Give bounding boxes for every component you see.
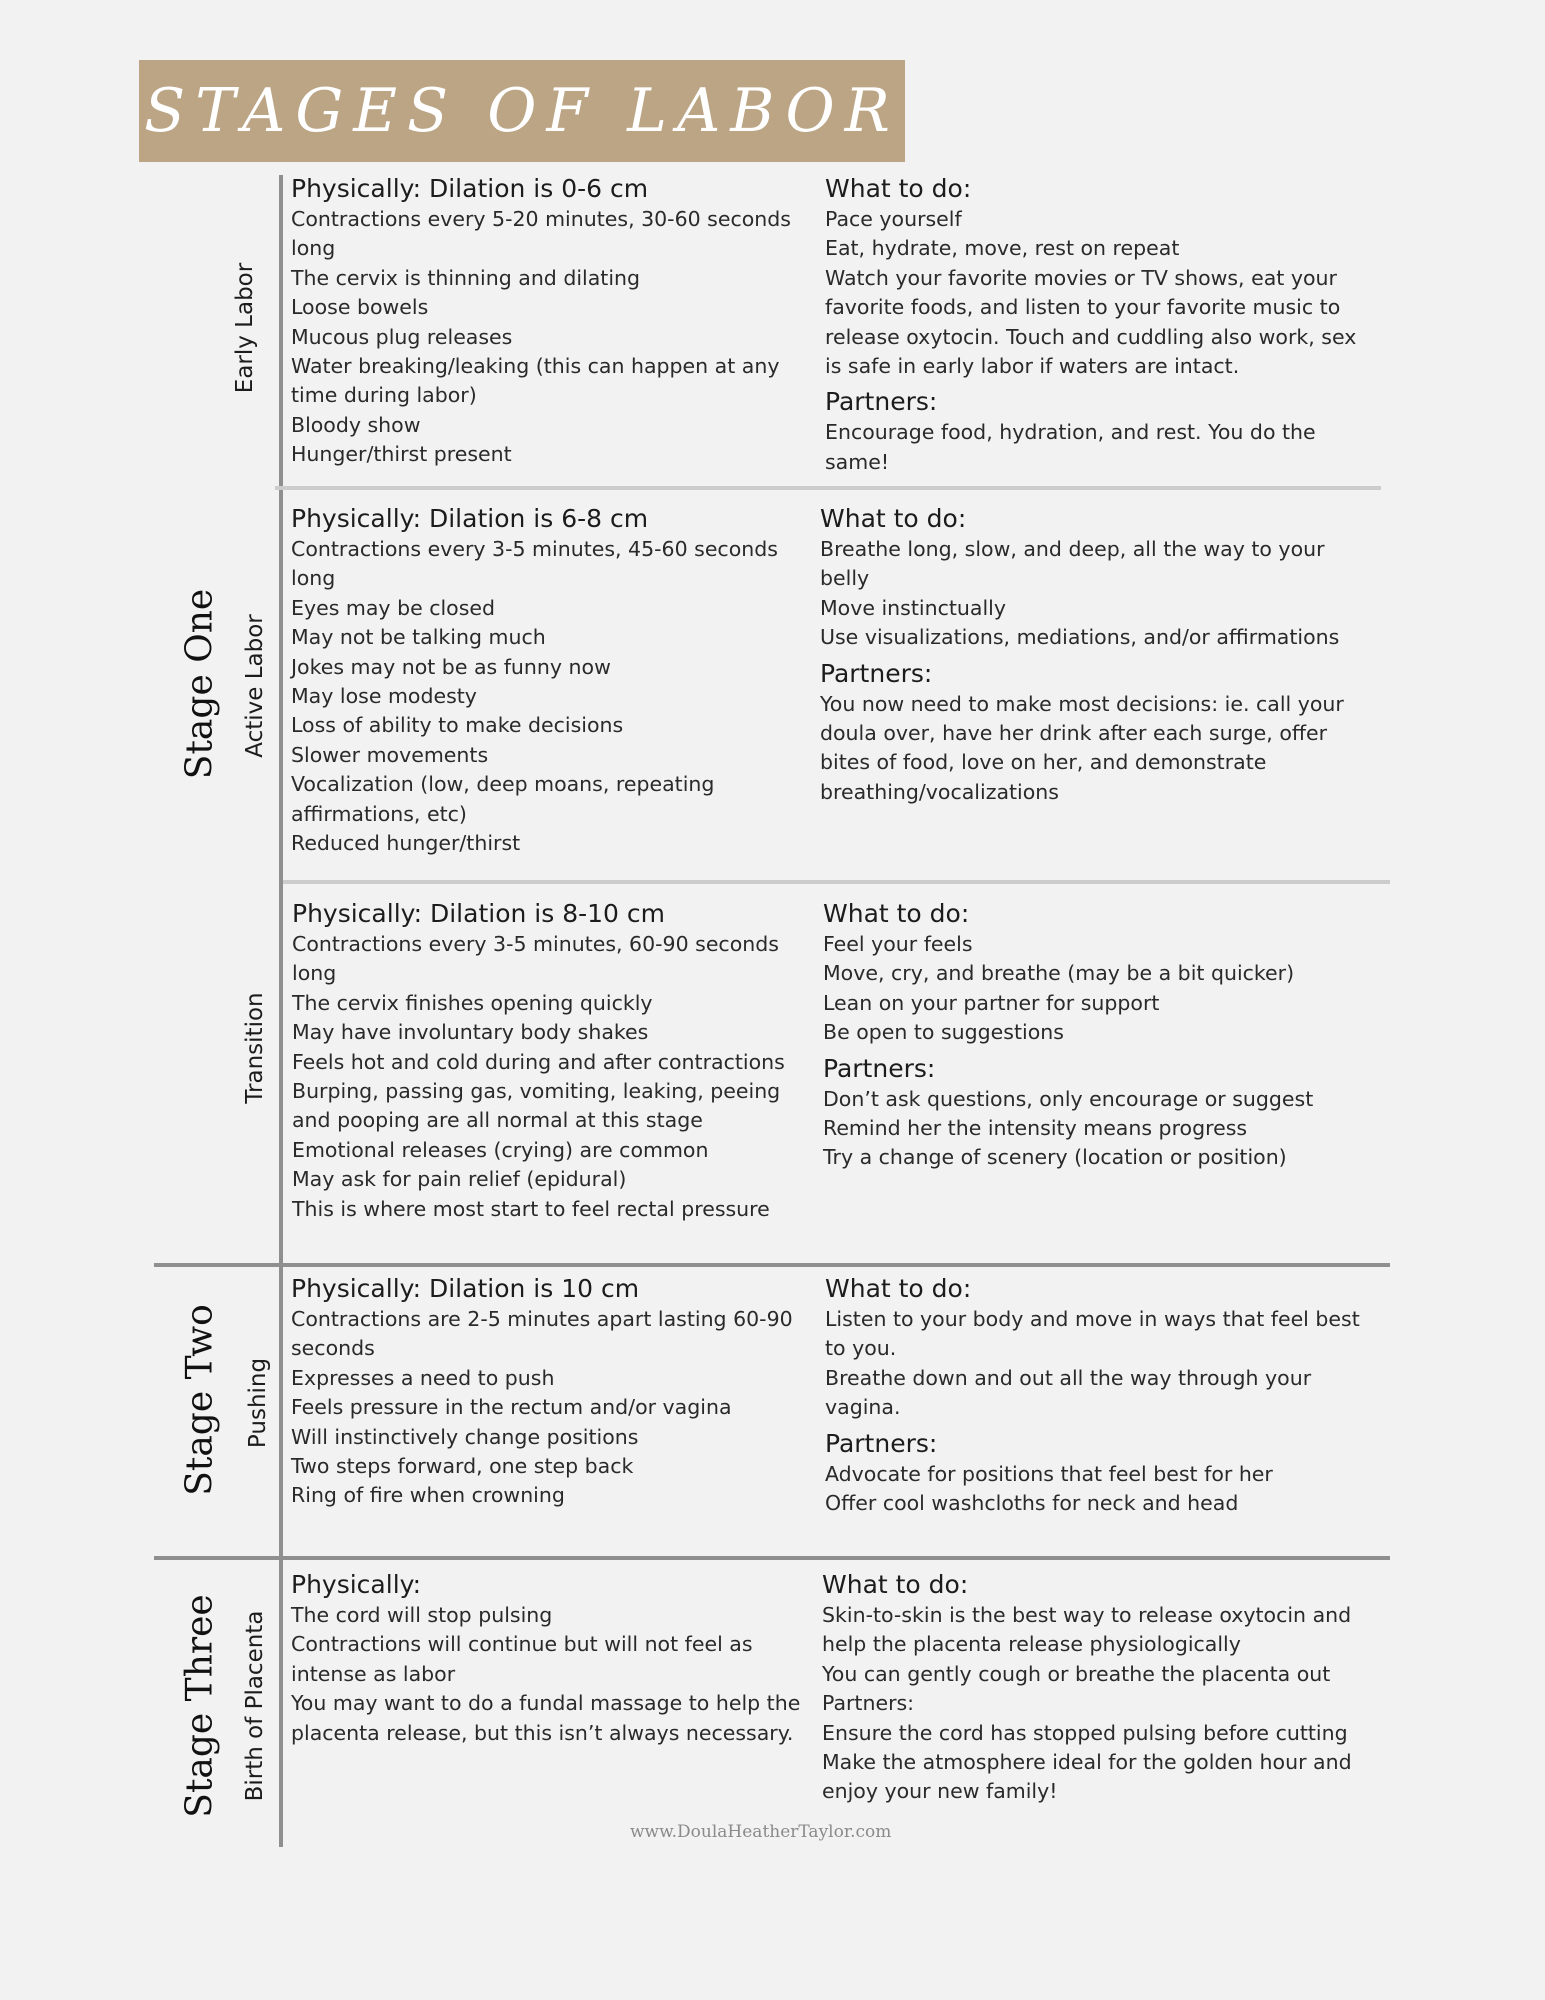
list-item: Advocate for positions that feel best for her [825,1461,1273,1486]
physically-heading: Physically: [291,1570,422,1599]
list-item: Eat, hydrate, move, rest on repeat [825,236,1180,261]
placenta-todo [822,1568,1397,1807]
active-labor-label: Active Labor [242,614,268,758]
transition-label: Transition [242,992,268,1104]
transition-todo [823,897,1393,1173]
list-item: Feels pressure in the rectum and/or vagina [291,1395,732,1420]
list-item: long [291,566,336,591]
transition-physically [292,897,812,1224]
list-item: The cervix finishes opening quickly [292,990,653,1015]
list-item: The cord will stop pulsing [291,1603,553,1627]
list-item: Remind her the intensity means progress [823,1116,1248,1141]
list-item: affirmations, etc) [291,801,467,826]
stage-two-label: Stage Two [179,1304,221,1496]
list-item: help the placenta release physiologically [822,1632,1241,1657]
list-item: Move instinctually [820,595,1006,620]
list-item: and pooping are all normal at this stage [292,1108,703,1133]
list-item: intense as labor [291,1661,456,1686]
todo-heading: What to do: [820,504,967,533]
list-item: Eyes may be closed [291,595,496,620]
list-item: You now need to make most decisions: ie. call your [820,691,1344,716]
list-item: Expresses a need to push [291,1365,555,1390]
stage-three-label: Stage Three [179,1594,221,1818]
list-item: Contractions every 3-5 minutes, 45-60 seconds [291,537,778,561]
list-item: You can gently cough or breathe the placenta out [822,1661,1331,1686]
list-item: Contractions every 3-5 minutes, 60-90 seconds [292,932,779,956]
early-labor-physically [291,172,811,470]
list-item: Emotional releases (crying) are common [292,1137,709,1162]
list-item: Pace yourself [825,207,962,231]
todo-heading: What to do: [825,174,972,203]
divider-stage-three [154,1556,1390,1560]
list-item: favorite foods, and listen to your favorite music to [825,295,1341,320]
physically-heading: Physically: Dilation is 10 cm [291,1274,640,1303]
list-item: The cervix is thinning and dilating [291,265,641,290]
list-item: May lose modesty [291,684,477,709]
list-item: Vocalization (low, deep moans, repeating [291,772,715,797]
list-item: doula over, have her drink after each surge, offer [820,721,1328,746]
physically-heading: Physically: Dilation is 0-6 cm [291,174,649,203]
vertical-divider-stage-one [279,175,283,1267]
pushing-physically [291,1272,811,1511]
list-item: Contractions will continue but will not feel as [291,1632,753,1657]
list-item: placenta release, but this isn’t always necessary. [291,1720,794,1745]
list-item: Hunger/thirst present [291,442,512,467]
divider-early-active [275,486,1381,490]
list-item: bites of food, love on her, and demonstrate [820,750,1267,775]
list-item: Encourage food, hydration, and rest. You do the [825,420,1316,445]
list-item: long [291,236,336,261]
list-item: Loss of ability to make decisions [291,713,624,738]
todo-heading: What to do: [825,1274,972,1303]
list-item: May not be talking much [291,625,546,650]
stage-one-label: Stage One [179,588,221,780]
list-item: Will instinctively change positions [291,1424,639,1449]
list-item: Use visualizations, mediations, and/or affirmations [820,625,1340,650]
list-item: Lean on your partner for support [823,990,1160,1015]
list-item: Watch your favorite movies or TV shows, eat your [825,265,1337,290]
physically-heading: Physically: Dilation is 6-8 cm [291,504,649,533]
list-item: May ask for pain relief (epidural) [292,1167,627,1192]
partners-heading: Partners: [825,1428,938,1458]
pushing-label: Pushing [245,1357,271,1449]
list-item: to you. [825,1336,897,1361]
list-item: Two steps forward, one step back [291,1454,634,1479]
page-title: STAGES OF LABOR [144,76,900,146]
list-item: seconds [291,1336,375,1361]
list-item: Contractions are 2-5 minutes apart lasting 60-90 [291,1307,793,1331]
list-item: Burping, passing gas, vomiting, leaking, peeing [292,1079,781,1104]
list-item: Slower movements [291,742,489,767]
list-item: long [292,961,337,986]
list-item: Feels hot and cold during and after contractions [292,1049,785,1074]
list-item: This is where most start to feel rectal pressure [292,1196,770,1221]
list-item: Jokes may not be as funny now [291,654,611,679]
list-item: vagina. [825,1395,901,1420]
list-item: is safe in early labor if waters are intact. [825,354,1240,379]
list-item: Contractions every 5-20 minutes, 30-60 seconds [291,207,791,231]
list-item: Try a change of scenery (location or position) [823,1145,1287,1170]
list-item: Mucous plug releases [291,324,513,349]
list-item: Breathe long, slow, and deep, all the way to your [820,537,1325,561]
list-item: Be open to suggestions [823,1020,1064,1045]
list-item: Don’t ask questions, only encourage or suggest [823,1086,1314,1111]
list-item: Breathe down and out all the way through your [825,1365,1312,1390]
list-item: You may want to do a fundal massage to help the [291,1691,801,1716]
list-item: Water breaking/leaking (this can happen at any [291,354,780,379]
physically-heading: Physically: Dilation is 8-10 cm [292,899,665,928]
divider-active-transition [283,880,1390,884]
list-item: Ring of fire when crowning [291,1483,565,1508]
active-labor-todo [820,502,1395,807]
early-labor-label: Early Labor [232,262,258,394]
list-item: May have involuntary body shakes [292,1020,649,1045]
footer-website: www.DoulaHeatherTaylor.com [630,1822,892,1842]
partners-heading: Partners: [823,1053,936,1083]
active-labor-physically [291,502,811,858]
list-item: Move, cry, and breathe (may be a bit quicker) [823,961,1295,986]
list-item: Listen to your body and move in ways that feel best [825,1307,1360,1331]
list-item: Reduced hunger/thirst [291,831,521,856]
partners-heading: Partners: [822,1691,915,1716]
list-item: Bloody show [291,412,421,437]
list-item: enjoy your new family! [822,1779,1058,1804]
list-item: time during labor) [291,383,477,408]
list-item: Loose bowels [291,295,429,320]
pushing-todo [825,1272,1395,1518]
list-item: Feel your feels [823,932,973,956]
partners-heading: Partners: [825,387,938,417]
todo-heading: What to do: [822,1570,969,1599]
list-item: belly [820,566,870,591]
todo-heading: What to do: [823,899,970,928]
list-item: Ensure the cord has stopped pulsing before cutting [822,1720,1348,1745]
early-labor-todo [825,172,1395,477]
birth-of-placenta-label: Birth of Placenta [242,1610,268,1802]
partners-heading: Partners: [820,658,933,688]
list-item: Make the atmosphere ideal for the golden hour and [822,1750,1352,1775]
divider-stage-two [154,1263,1390,1267]
placenta-physically [291,1568,821,1748]
list-item: same! [825,449,890,474]
list-item: Skin-to-skin is the best way to release oxytocin and [822,1603,1352,1627]
list-item: Offer cool washcloths for neck and head [825,1491,1239,1516]
list-item: release oxytocin. Touch and cuddling also work, sex [825,324,1357,349]
list-item: breathing/vocalizations [820,779,1059,804]
title-banner [139,60,905,162]
